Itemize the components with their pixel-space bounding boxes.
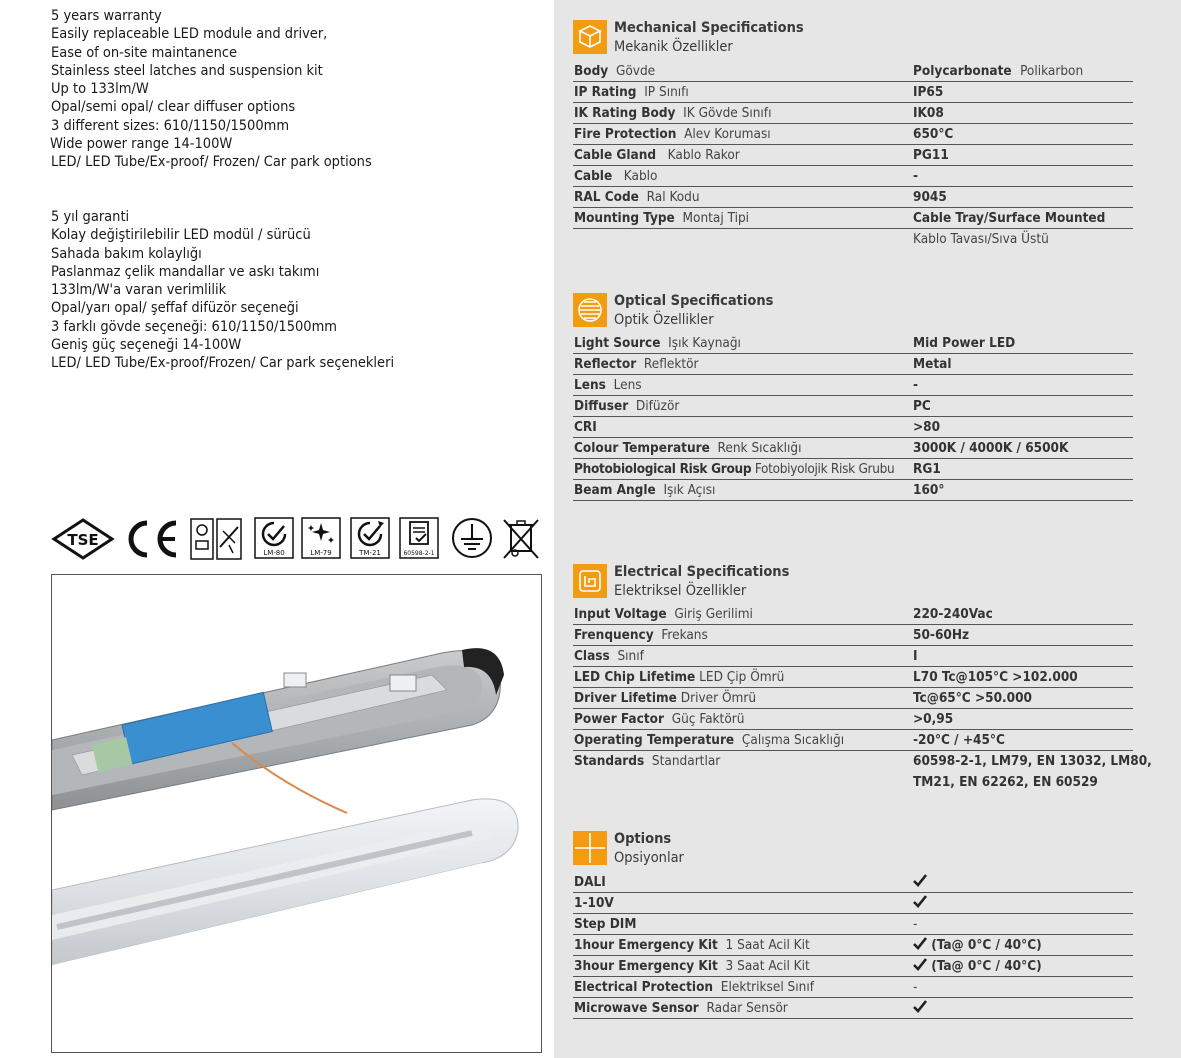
spec-row: Cable Gland Kablo Rakor PG11 [573, 145, 1133, 166]
feature-line: 5 yıl garanti [51, 209, 130, 225]
option-row: Electrical Protection Elektriksel Sınıf - [573, 977, 1133, 998]
spec-row: Fire Protection Alev Koruması 650°C [573, 124, 1133, 145]
section-title: Optical Specifications [614, 293, 774, 309]
spec-row: Colour Temperature Renk Sıcaklığı 3000K / 4000K / 6500K [573, 438, 1133, 459]
spec-row: Class Sınıf I [573, 646, 1133, 667]
spec-row: Diffuser Difüzör PC [573, 396, 1133, 417]
svg-text:60598-2-1: 60598-2-1 [403, 550, 435, 557]
features-english [51, 7, 372, 172]
feature-line: Kolay değiştirilebilir LED modül / sürücü [51, 227, 311, 244]
spec-row: Standards Standartlar 60598-2-1, LM79, EN 13032, LM80, TM21, EN 62262, EN 60529 [574, 753, 1152, 790]
svg-text:LM-80: LM-80 [263, 549, 285, 557]
feature-line: Stainless steel latches and suspension kit [51, 62, 323, 79]
option-row: 1-10V [573, 893, 1133, 914]
spec-row: Frenquency Frekans 50-60Hz [573, 625, 1133, 646]
product-photo [51, 574, 542, 1053]
option-row: DALI [573, 872, 1133, 893]
spec-row: Kablo Tavası/Sıva Üstü [913, 231, 1049, 247]
spec-row: Input Voltage Giriş Gerilimi 220-240Vac [573, 604, 1133, 625]
iec-60598-icon [399, 517, 439, 559]
check-icon [913, 958, 927, 971]
section-title: Electrical Specifications [614, 564, 790, 580]
feature-line: Easily replaceable LED module and driver, [51, 26, 328, 43]
options-section [573, 831, 1133, 1019]
section-header [573, 564, 1133, 604]
feature-line: Paslanmaz çelik mandallar ve askı takımı [51, 263, 320, 280]
lm79-icon [301, 517, 341, 559]
option-row: Microwave Sensor Radar Sensör [573, 998, 1133, 1019]
spec-row: LED Chip Lifetime LED Çip Ömrü L70 Tc@105°C >102.000 [573, 667, 1133, 688]
spec-row: RAL Code Ral Kodu 9045 [573, 187, 1133, 208]
electrical-icon [573, 564, 607, 598]
section-subtitle: Opsiyonlar [614, 850, 684, 866]
spec-row: Photobiological Risk Group Fotobiyolojik Risk Grubu RG1 [573, 459, 1133, 480]
features-turkish [51, 208, 394, 373]
spec-row: Power Factor Güç Faktörü >0,95 [573, 709, 1133, 730]
feature-line: Opal/yarı opal/ şeffaf difüzör seçeneği [51, 300, 299, 317]
spec-row: Lens Lens - [573, 375, 1133, 396]
section-title: Options [614, 831, 672, 847]
left-column [0, 0, 554, 1058]
light-source-icon [573, 293, 607, 327]
cube-icon [573, 20, 607, 54]
section-subtitle: Optik Özellikler [614, 312, 714, 328]
feature-line: Wide power range 14-100W [50, 136, 233, 153]
tse-certification-icon [51, 517, 115, 561]
feature-line: Geniş güç seçeneği 14-100W [51, 337, 242, 354]
check-icon [913, 1000, 927, 1013]
feature-line: Up to 133lm/W [51, 81, 149, 98]
tm21-icon [350, 517, 390, 559]
option-row: 1hour Emergency Kit 1 Saat Acil Kit (Ta@ 0°C / 40°C) [573, 935, 1133, 956]
section-subtitle: Mekanik Özellikler [614, 39, 733, 55]
lamp-replacement-icon [189, 517, 243, 561]
section-header [573, 831, 1133, 871]
lm80-icon [254, 517, 294, 559]
certification-icons [51, 517, 541, 561]
optical-section [573, 293, 1133, 501]
electrical-section [573, 564, 1152, 792]
plus-icon [573, 831, 607, 865]
feature-line: 133lm/W'a varan verimlilik [51, 282, 227, 299]
section-header [573, 20, 1133, 60]
spec-row: Beam Angle Işık Açısı 160° [573, 480, 1133, 501]
spec-row: Body Gövde Polycarbonate Polikarbon [573, 61, 1133, 82]
feature-line: Opal/semi opal/ clear diffuser options [51, 99, 296, 116]
feature-line: 5 years warranty [51, 8, 162, 24]
feature-line: Sahada bakım kolaylığı [51, 245, 202, 262]
earth-ground-icon [451, 517, 493, 559]
svg-text:LM-79: LM-79 [310, 549, 332, 557]
ce-mark-icon [123, 517, 181, 561]
spec-row: IP Rating IP Sınıfı IP65 [573, 82, 1133, 103]
weee-bin-icon [501, 517, 541, 561]
feature-line: 3 farklı gövde seçeneği: 610/1150/1500mm [51, 318, 338, 335]
section-header [573, 293, 1133, 333]
spec-row: Operating Temperature Çalışma Sıcaklığı -20°C / +45°C [573, 730, 1133, 751]
luminaire-illustration [52, 575, 541, 1052]
feature-line: LED/ LED Tube/Ex-proof/Frozen/ Car park seçenekleri [51, 355, 395, 372]
section-subtitle: Elektriksel Özellikler [614, 583, 747, 599]
check-icon [913, 874, 927, 887]
feature-line: Ease of on-site maintanence [51, 44, 238, 61]
feature-line: LED/ LED Tube/Ex-proof/ Frozen/ Car park options [51, 154, 372, 171]
section-title: Mechanical Specifications [614, 20, 804, 36]
option-row: 3hour Emergency Kit 3 Saat Acil Kit (Ta@ 0°C / 40°C) [573, 956, 1133, 977]
check-icon [913, 895, 927, 908]
spec-row: CRI >80 [573, 417, 1133, 438]
mechanical-section [573, 20, 1133, 249]
spec-row: Cable Kablo - [573, 166, 1133, 187]
spec-row: Driver Lifetime Driver Ömrü Tc@65°C >50.000 [573, 688, 1133, 709]
spec-row: Mounting Type Montaj Tipi Cable Tray/Surface Mounted [573, 208, 1133, 229]
spec-row: IK Rating Body IK Gövde Sınıfı IK08 [573, 103, 1133, 124]
svg-text:TM-21: TM-21 [359, 549, 381, 557]
svg-text:TSE: TSE [67, 531, 99, 549]
spec-row: Light Source Işık Kaynağı Mid Power LED [573, 333, 1133, 354]
spec-row: Reflector Reflektör Metal [573, 354, 1133, 375]
check-icon [913, 937, 927, 950]
option-row: Step DIM - [573, 914, 1133, 935]
feature-line: 3 different sizes: 610/1150/1500mm [51, 117, 290, 134]
